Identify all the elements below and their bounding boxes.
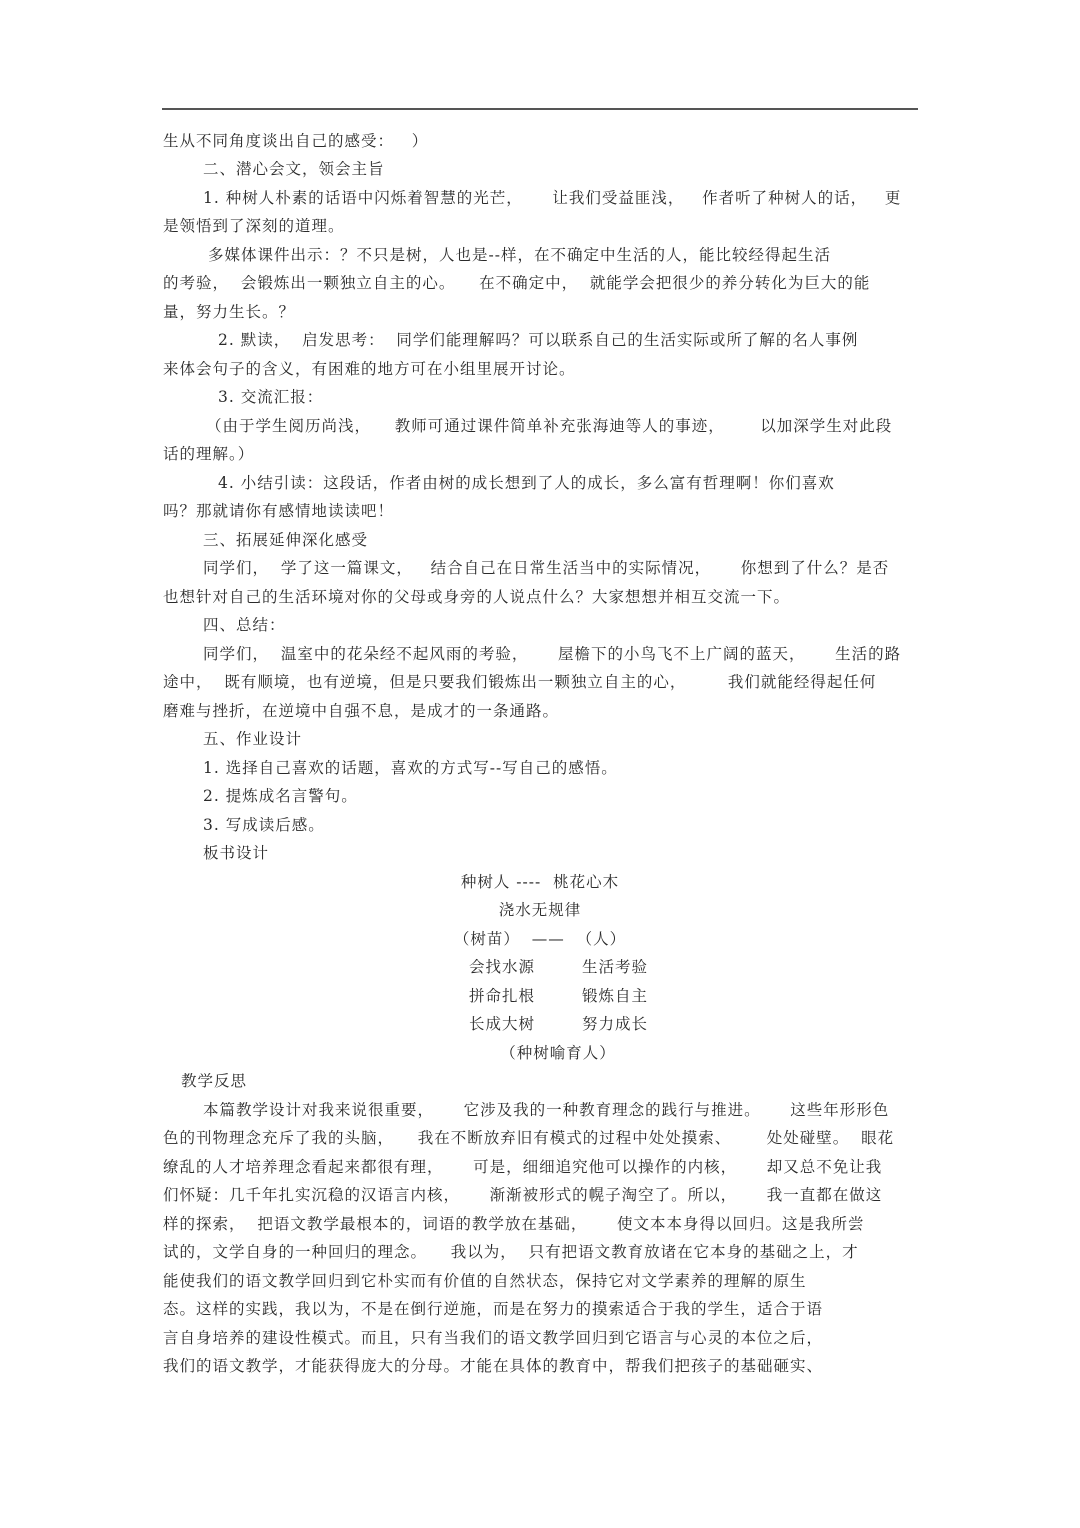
body-line: 1. 选择自己喜欢的话题，喜欢的方式写--写自己的感悟。 (203, 759, 618, 777)
reflection-line: 色的刊物理念充斥了我的头脑， 我在不断放弃旧有模式的过程中处处摸索、 处处碰壁。 眼花 (163, 1129, 895, 1147)
body-line: 磨难与挫折，在逆境中自强不息，是成才的一条通路。 (163, 702, 560, 720)
board-left-item: 长成大树 (469, 1015, 536, 1033)
board-title: 种树人 ---- 桃花心木 (460, 873, 620, 891)
body-line: 途中， 既有顺境，也有逆境，但是只要我们锻炼出一颗独立自主的心， 我们就能经得起任何 (163, 673, 877, 691)
reflection-line: 态。这样的实践，我以为，不是在倒行逆施，而是在努力的摸索适合于我的学生，适合于语 (163, 1300, 824, 1318)
section-heading: 三、拓展延伸深化感受 (203, 531, 369, 549)
reflection-line: 们怀疑：几千年扎实沉稳的汉语言内核， 渐渐被形式的幌子淘空了。所以， 我一直都在做这 (163, 1186, 883, 1204)
board-footer: （种树喻育人） (500, 1044, 616, 1062)
section-heading: 板书设计 (203, 844, 270, 862)
section-heading: 二、潜心会文，领会主旨 (203, 160, 385, 178)
section-heading: 五、作业设计 (203, 730, 303, 748)
body-line: 3. 交流汇报： (218, 388, 324, 406)
board-right-item: 锻炼自主 (582, 987, 649, 1005)
reflection-line: 能使我们的语文教学回归到它朴实而有价值的自然状态，保持它对文学素养的理解的原生 (163, 1272, 807, 1290)
body-line: 4. 小结引读：这段话，作者由树的成长想到了人的成长，多么富有哲理啊！你们喜欢 (218, 474, 835, 492)
reflection-line: 缭乱的人才培养理念看起来都很有理， 可是，细细追究他可以操作的内核， 却又总不免让我 (163, 1158, 883, 1176)
board-header: （树苗） —— （人） (453, 930, 627, 948)
board-right-item: 生活考验 (582, 958, 649, 976)
body-line: 多媒体课件出示：？不只是树，人也是--样，在不确定中生活的人，能比较经得起生活 (208, 246, 831, 264)
body-line: 量，努力生长。？ (163, 303, 296, 321)
body-line: 的考验， 会锻炼出一颗独立自主的心。 在不确定中， 就能学会把很少的养分转化为巨大的能 (163, 274, 871, 292)
board-left-item: 会找水源 (469, 958, 536, 976)
body-line: 吗？那就请你有感情地读读吧！ (163, 502, 395, 520)
body-line: 2. 提炼成名言警句。 (203, 787, 358, 805)
body-line: 3. 写成读后感。 (203, 816, 325, 834)
reflection-heading: 教学反思 (181, 1072, 248, 1090)
top-rule (162, 108, 918, 110)
board-left-item: 拼命扎根 (469, 987, 536, 1005)
reflection-line: 言自身培养的建设性模式。而且，只有当我们的语文教学回归到它语言与心灵的本位之后， (163, 1329, 824, 1347)
board-subtitle: 浇水无规律 (498, 901, 582, 919)
body-line: 1. 种树人朴素的话语中闪烁着智慧的光芒， 让我们受益匪浅， 作者听了种树人的话， 更 (203, 189, 902, 207)
body-line: 生从不同角度谈出自己的感受： ） (163, 132, 429, 150)
body-line: 话的理解。） (163, 445, 255, 463)
reflection-line: 本篇教学设计对我来说很重要， 它涉及我的一种教育理念的践行与推进。 这些年形形色 (203, 1101, 890, 1119)
reflection-line: 我们的语文教学，才能获得庞大的分母。才能在具体的教育中，帮我们把孩子的基础砸实、 (163, 1357, 824, 1375)
board-right-item: 努力成长 (582, 1015, 649, 1033)
reflection-line: 试的，文学自身的一种回归的理念。 我以为， 只有把语文教育放诸在它本身的基础之上，才 (163, 1243, 859, 1261)
body-line: 是领悟到了深刻的道理。 (163, 217, 345, 235)
body-line: 来体会句子的含义，有困难的地方可在小组里展开讨论。 (163, 360, 576, 378)
body-line: 同学们， 温室中的花朵经不起风雨的考验， 屋檐下的小鸟飞不上广阔的蓝天， 生活的路 (203, 645, 902, 663)
body-line: 同学们， 学了这一篇课文， 结合自己在日常生活当中的实际情况， 你想到了什么？是否 (203, 559, 890, 577)
body-line: （由于学生阅历尚浅， 教师可通过课件简单补充张海迪等人的事迹， 以加深学生对此段 (206, 417, 893, 435)
section-heading: 四、总结： (203, 616, 286, 634)
reflection-line: 样的探索， 把语文教学最根本的，词语的教学放在基础， 使文本本身得以回归。这是我所尝 (163, 1215, 865, 1233)
body-line: 也想针对自己的生活环境对你的父母或身旁的人说点什么？大家想想并相互交流一下。 (163, 588, 791, 606)
body-line: 2. 默读， 启发思考： 同学们能理解吗？可以联系自己的生活实际或所了解的名人事例 (218, 331, 859, 349)
